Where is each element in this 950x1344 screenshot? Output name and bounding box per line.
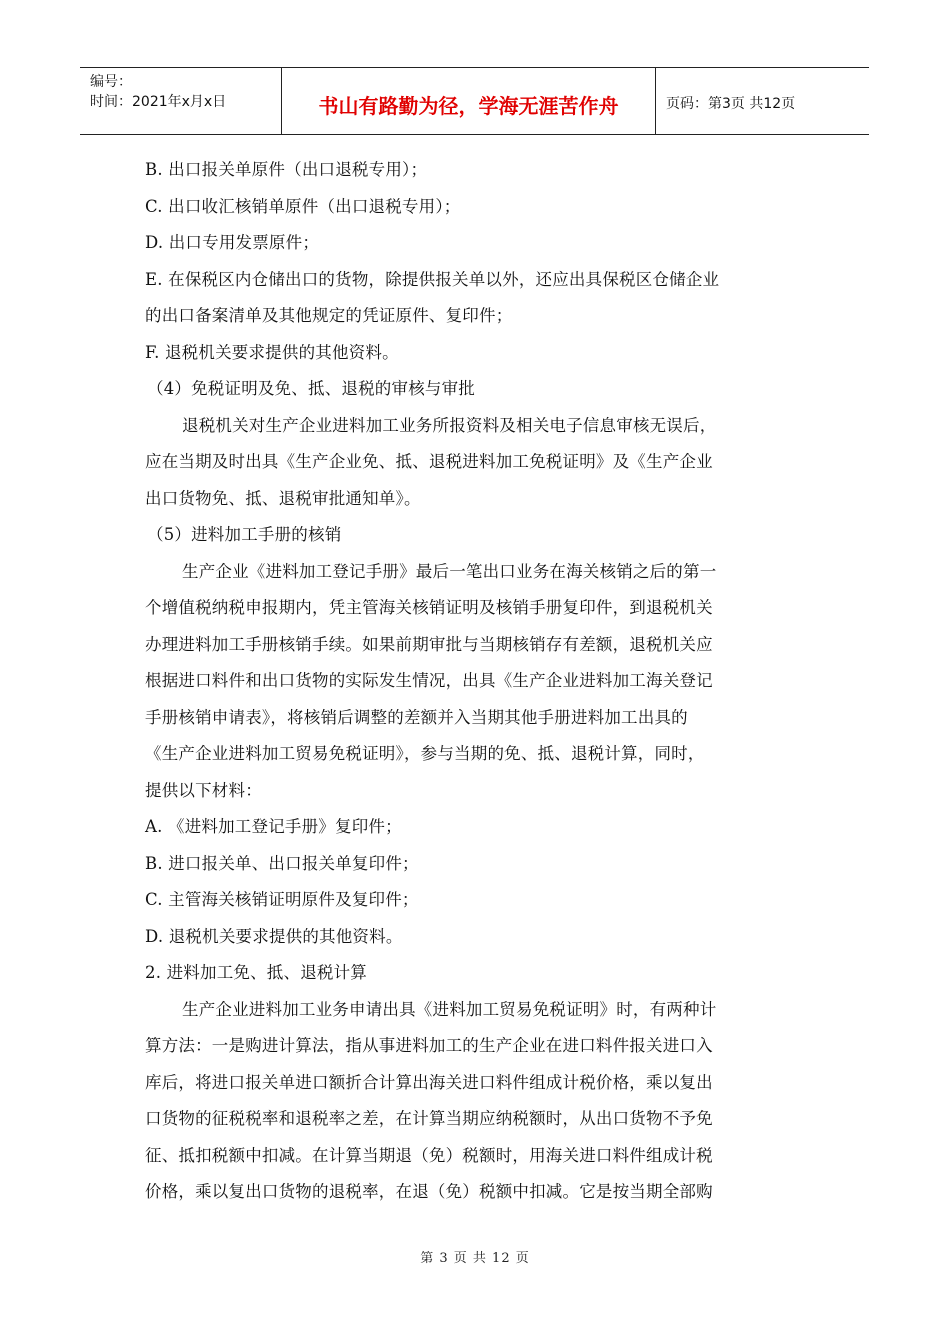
text-line: C. 主管海关核销证明原件及复印件； <box>145 890 419 909</box>
paragraph-line: 《生产企业进料加工贸易免税证明》，参与当期的免、抵、退税计算，同时， <box>145 744 705 763</box>
text-line: A. 《进料加工登记手册》复印件； <box>145 817 402 836</box>
paragraph-line: 算方法：一是购进计算法，指从事进料加工的生产企业在进口料件报关进口入 <box>145 1036 713 1055</box>
paragraph-line: 口货物的征税税率和退税率之差，在计算当期应纳税额时，从出口货物不予免 <box>145 1109 713 1128</box>
paragraph-line: 办理进料加工手册核销手续。如果前期审批与当期核销存有差额，退税机关应 <box>145 634 713 654</box>
page-header <box>80 67 869 135</box>
section-heading: （5）进料加工手册的核销 <box>147 525 342 544</box>
paragraph-line: 价格，乘以复出口货物的退税率，在退（免）税额中扣减。它是按当期全部购 <box>145 1182 713 1201</box>
text-line: B. 进口报关单、出口报关单复印件； <box>145 853 419 873</box>
paragraph-line: 退税机关对生产企业进料加工业务所报资料及相关电子信息审核无误后， <box>182 415 717 435</box>
section-heading: （4）免税证明及免、抵、退税的审核与审批 <box>147 379 475 398</box>
header-page-label: 页码：第3页 共12页 <box>666 96 796 112</box>
text-line: D. 出口专用发票原件； <box>145 233 320 252</box>
paragraph-line: 生产企业进料加工业务申请出具《进料加工贸易免税证明》时，有两种计 <box>182 999 717 1019</box>
text-line: F. 退税机关要求提供的其他资料。 <box>145 342 399 362</box>
paragraph-line: 征、抵扣税额中扣减。在计算当期退（免）税额时，用海关进口料件组成计税 <box>145 1145 713 1165</box>
paragraph-line: 库后，将进口报关单进口额折合计算出海关进口料件组成计税价格，乘以复出 <box>145 1072 713 1092</box>
section-heading: 2. 进料加工免、抵、退税计算 <box>145 963 367 982</box>
paragraph-line: 应在当期及时出具《生产企业免、抵、退税进料加工免税证明》及《生产企业 <box>145 452 713 471</box>
header-meta <box>80 68 282 134</box>
paragraph-line: 出口货物免、抵、退税审批通知单》。 <box>145 488 421 508</box>
page-footer: 第 3 页 共 12 页 <box>420 1251 530 1266</box>
paragraph-line: 提供以下材料： <box>145 780 262 800</box>
text-line: D. 退税机关要求提供的其他资料。 <box>145 926 403 946</box>
text-line: C. 出口收汇核销单原件（出口退税专用）； <box>145 196 461 216</box>
paragraph-line: 生产企业《进料加工登记手册》最后一笔出口业务在海关核销之后的第一 <box>182 561 717 581</box>
number-label: 编号： <box>90 74 132 90</box>
header-motto: 书山有路勤为径，学海无涯苦作舟 <box>282 68 656 134</box>
paragraph-line: 手册核销申请表》，将核销后调整的差额并入当期其他手册进料加工出具的 <box>145 707 688 727</box>
text-line: E. 在保税区内仓储出口的货物，除提供报关单以外，还应出具保税区仓储企业 <box>145 269 720 289</box>
paragraph-line: 根据进口料件和出口货物的实际发生情况，出具《生产企业进料加工海关登记 <box>145 671 713 690</box>
document-body <box>145 152 805 1211</box>
text-line: B. 出口报关单原件（出口退税专用）； <box>145 160 428 179</box>
time-label: 时间：2021年x月x日 <box>90 94 227 110</box>
paragraph-line: 个增值税纳税申报期内，凭主管海关核销证明及核销手册复印件，到退税机关 <box>145 598 713 617</box>
text-line: 的出口备案清单及其他规定的凭证原件、复印件； <box>145 306 513 325</box>
